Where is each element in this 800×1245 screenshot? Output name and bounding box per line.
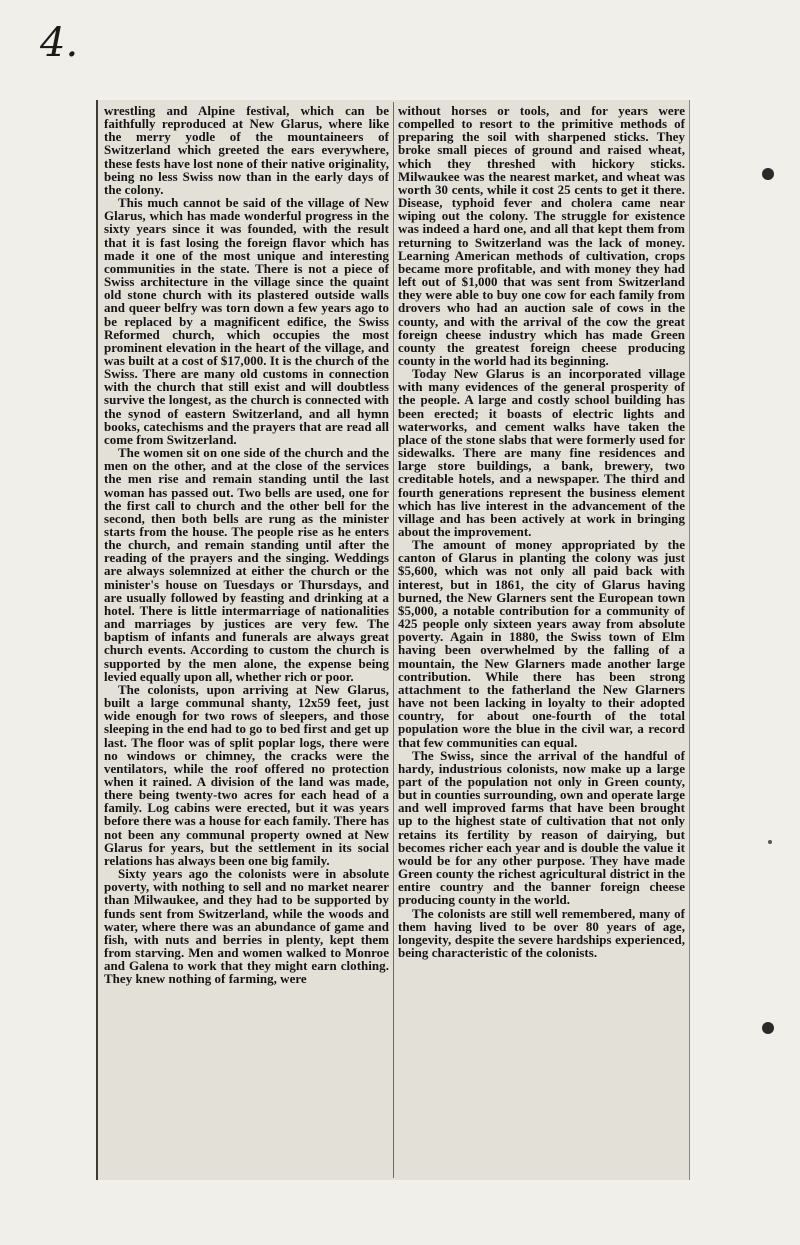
punch-hole-bottom <box>762 1022 774 1034</box>
left-paragraph-5: Sixty years ago the colonists were in absolute poverty, with nothing to sell and no market nearer than Milwaukee, and they had to be supported by funds sent from Switzerland, while the woods and water, where there was an abundance of game and fish, with nuts and berries in plenty, kept them from starving. Men and women walked to Monroe and Galena to work that they might earn clothing. They knew nothing of farming, were <box>104 866 389 987</box>
article-right-column <box>398 104 685 1176</box>
article-left-column <box>104 104 389 1176</box>
left-paragraph-2: This much cannot be said of the village of New Glarus, which has made wonderful progress in the sixty years since it was founded, with the result that it is fast losing the foreign flavor which has made it one of the most unique and interesting communities in the state. There is not a piece of Swiss architecture in the village since the quaint old stone church with its plastered outside walls and queer belfry was torn down a few years ago to be replaced by a magnificent edifice, the Swiss Reformed church, which occupies the most prominent elevation in the heart of the village, and was built at a cost of $17,000. It is the church of the Swiss. There are many old customs in connection with the church that still exist and will doubtless survive the longest, as the church is connected with the synod of eastern Switzerland, and all hymn books, catechisms and the prayers that are read all come from Switzerland. <box>104 195 389 447</box>
punch-hole-top <box>762 168 774 180</box>
right-paragraph-5: The colonists are still well remembered, many of them having lived to be over 80 years of age, longevity, despite the severe hardships experienced, being characteristic of the colonists. <box>398 905 685 960</box>
right-paragraph-3: The amount of money appropriated by the canton of Glarus in planting the colony was just $5,600, which was not only all paid back with interest, but in 1861, the city of Glarus having burned, the New Glarners sent the European town $5,000, a notable contribution for a community of 425 people only sixteen years away from absolute poverty. Again in 1880, the Swiss town of Elm having been overwhelmed by the falling of a mountain, the New Glarners made another large contribution. While there has been strong attachment to the fatherland the New Glarners have not been lacking in loyalty to their adopted country, for about one-fourth of the total population wore the blue in the civil war, a record that few communities can equal. <box>398 537 685 750</box>
column-divider <box>393 102 394 1178</box>
page-number: 4. <box>40 20 79 66</box>
left-paragraph-1: wrestling and Alpine festival, which can be faithfully reproduced at New Glarus, where like the merry yodle of the mountaineers of Switzerland which greeted the ears everywhere, these fests have lost none of their native originality, being no less Swiss now than in the early days of the colony. <box>104 104 389 197</box>
right-paragraph-2: Today New Glarus is an incorporated village with many evidences of the general prosperity of the people. A large and costly school building has been erected; it boasts of electric lights and waterworks, and cement walks have taken the place of the stone slabs that were formerly used for sidewalks. There are many fine residences and large store buildings, a bank, brewery, two creditable hotels, and a newspaper. The third and fourth generations represent the business element which has live interest in the advancement of the village and has been actively at work in bringing about the improvement. <box>398 366 685 539</box>
paper-speck <box>768 840 772 844</box>
right-paragraph-1: without horses or tools, and for years were compelled to resort to the primitive methods of preparing the soil with sharpened sticks. They broke small pieces of ground and raised wheat, which they threshed with hickory sticks. Milwaukee was the nearest market, and wheat was worth 30 cents, while it cost 25 cents to get it there. Disease, typhoid fever and cholera came near wiping out the colony. The struggle for existence was indeed a hard one, and all that kept them from returning to Switzerland was the lack of money. Learning American methods of cultivation, crops became more profitable, and with money they had left out of $1,000 that was sent from Switzerland they were able to buy one cow for each family from drovers who had an auction sale of cows in the county, and with the arrival of the cow the great foreign cheese industry which has made Green county the greatest foreign cheese producing county in the world had its beginning. <box>398 104 685 368</box>
newspaper-clipping <box>98 100 690 1180</box>
left-paragraph-3: The women sit on one side of the church and the men on the other, and at the close of the services the men rise and remain standing until the last woman has passed out. Two bells are used, one for the first call to church and the other bell for the second, then both bells are rung as the minister starts from the house. The people rise as he enters the church, and remain standing until after the reading of the prayers and the singing. Weddings are always solemnized at either the church or the minister's house on Tuesdays or Thursdays, and are usually followed by feasting and drinking at a hotel. There is little intermarriage of nationalities and marriages by justices are very few. The baptism of infants and funerals are always great church events. According to custom the church is supported by the men alone, the expense being levied equally upon all, whether rich or poor. <box>104 445 389 684</box>
clipping-right-edge <box>689 100 690 1180</box>
left-paragraph-4: The colonists, upon arriving at New Glarus, built a large communal shanty, 12x59 feet, just wide enough for two rows of sleepers, and those sleeping in the end had to go to bed first and get up last. The floor was of split poplar logs, there were no windows or chimney, the cracks were the ventilators, while the roof offered no protection when it rained. A division of the land was made, there being twenty-two acres for each head of a family. Log cabins were erected, but it was years before there was a house for each family. There has not been any communal property owned at New Glarus for years, but the settlement in its social relations has always been one big family. <box>104 681 389 868</box>
right-paragraph-4: The Swiss, since the arrival of the handful of hardy, industrious colonists, now make up a large part of the population not only in Green county, but in counties surrounding, own and operate large and well improved farms that have been brought up to the highest state of cultivation that not only retains its fertility by reason of dairying, but becomes richer each year and is double the value it would be for any other purpose. They have made Green county the richest agricultural district in the entire country and the banner foreign cheese producing county in the world. <box>398 747 685 908</box>
